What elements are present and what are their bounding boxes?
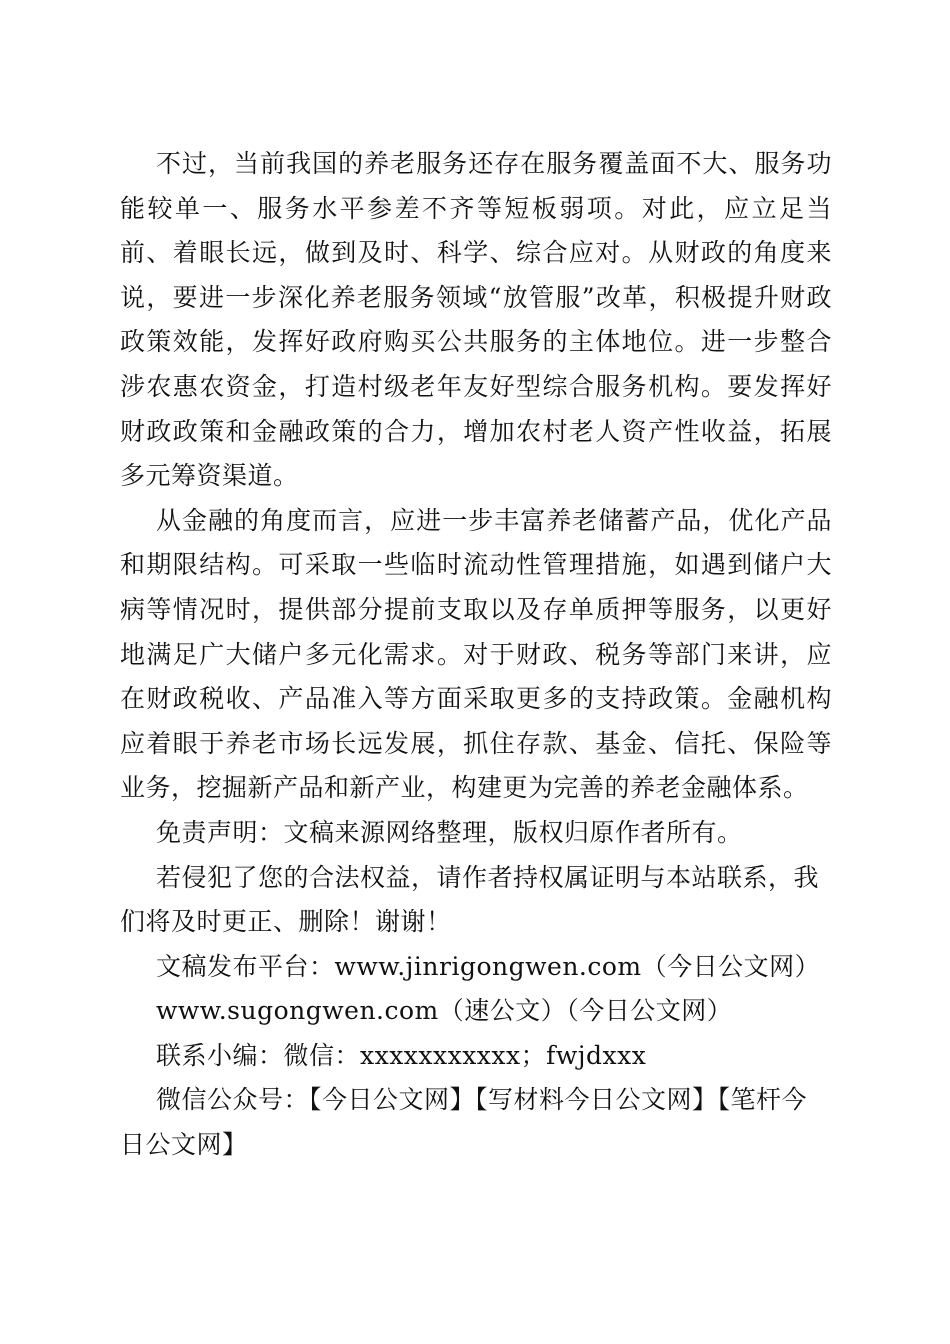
wechat-official-accounts: 微信公众号：【今日公文网】【写材料今日公文网】【笔杆今日公文网】	[120, 1085, 808, 1160]
document-page	[120, 142, 832, 1168]
website-line: www.sugongwen.com（速公文）（今日公文网）	[156, 996, 733, 1026]
contact-line: 联系小编：微信：xxxxxxxxxxx；fwjdxxx	[156, 1040, 647, 1070]
body-paragraph-pension-services: 不过，当前我国的养老服务还存在服务覆盖面不大、服务功能较单一、服务水平参差不齐等短板弱项。对此，应立足当前、着眼长远，做到及时、科学、综合应对。从财政的角度来说，要进一步深化养老服务领域“放管服”改革，积极提升财政政策效能，发挥好政府购买公共服务的主体地位。进一步整合涉农惠农资金，打造村级老年友好型综合服务机构。要发挥好财政政策和金融政策的合力，增加农村老人资产性收益，拓展多元筹资渠道。	[120, 149, 832, 491]
body-paragraph-finance: 从金融的角度而言，应进一步丰富养老储蓄产品，优化产品和期限结构。可采取一些临时流动性管理措施，如遇到储户大病等情况时，提供部分提前支取以及存单质押等服务，以更好地满足广大储户多元化需求。对于财政、税务等部门来讲，应在财政税收、产品准入等方面采取更多的支持政策。金融机构应着眼于养老市场长远发展，抓住存款、基金、信托、保险等业务，挖掘新产品和新产业，构建更为完善的养老金融体系。	[120, 505, 832, 803]
publishing-platform: 文稿发布平台：www.jinrigongwen.com（今日公文网）	[156, 951, 821, 981]
infringement-notice: 若侵犯了您的合法权益，请作者持权属证明与本站联系，我们将及时更正、删除！谢谢！	[120, 862, 820, 937]
disclaimer: 免责声明：文稿来源网络整理，版权归原作者所有。	[156, 817, 743, 847]
